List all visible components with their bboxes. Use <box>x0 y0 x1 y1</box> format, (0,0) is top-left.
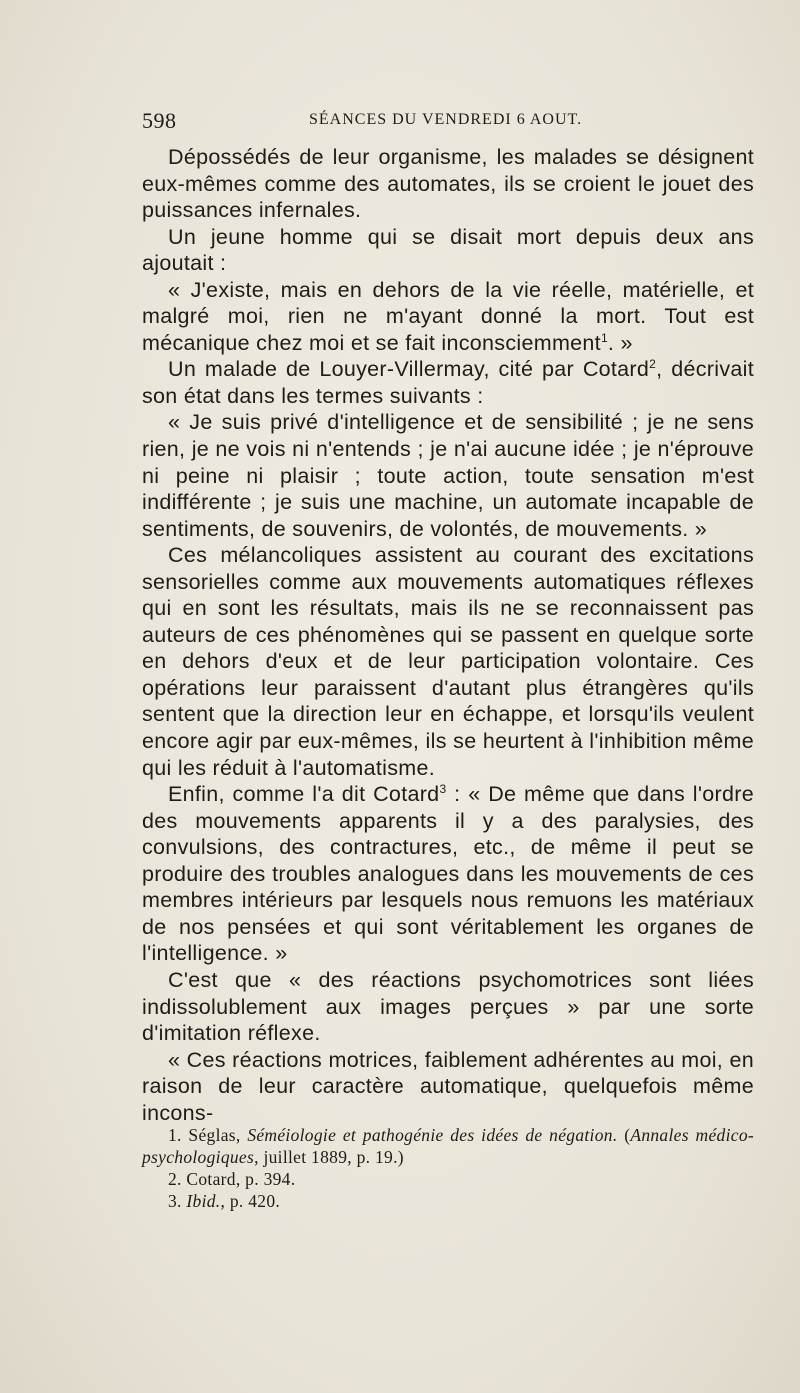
footnote-3 <box>142 1190 754 1212</box>
running-head <box>142 108 754 138</box>
footnote-3-ibid: Ibid. <box>186 1191 221 1211</box>
paragraph-4-tail: , décrivait son état dans les termes suivants : <box>142 357 754 408</box>
paragraph-1: Dépossédés de leur organisme, les malades se désignent eux-mêmes comme des automates, ils se croient le jouet des puissances infernales. <box>142 145 754 223</box>
footnote-1-open: ( <box>617 1125 631 1145</box>
running-title: SÉANCES DU VENDREDI 6 AOUT. <box>309 111 583 128</box>
footnote-1-number: 1. Séglas, <box>168 1125 248 1145</box>
paragraph-4 <box>142 356 754 409</box>
footnote-ref-3: 3 <box>439 781 447 796</box>
footnote-3-tail: , p. 420. <box>220 1191 281 1211</box>
paragraph-2: Un jeune homme qui se disait mort depuis deux ans ajoutait : <box>142 224 754 276</box>
footnote-3-number: 3. <box>168 1191 187 1211</box>
footnote-1 <box>142 1124 754 1168</box>
paragraph-3-tail: . » <box>607 330 633 355</box>
footnote-ref-1: 1 <box>600 330 608 345</box>
paragraph-4-text: Un malade de Louyer-Villermay, cité par Cotard <box>168 357 650 382</box>
footnote-1-tail: , juillet 1889, p. 19.) <box>254 1147 404 1167</box>
paragraph-7 <box>142 781 754 967</box>
footnotes <box>142 1124 754 1212</box>
paragraph-7-tail: : « De même que dans l'ordre des mouvements apparents il y a des paralysies, des convulsions, des contractures, etc., de même il peut se produire des troubles analogues dans les mouvements de ces membres intérieurs par lesquels nous remuons les matériaux de nos pensées et qui sont véritablement les organes de l'intelligence. » <box>142 782 754 966</box>
page-number: 598 <box>142 108 177 133</box>
paragraph-7-text: Enfin, comme l'a dit Cotard <box>168 782 440 807</box>
paragraph-8: C'est que « des réactions psychomotrices sont liées indissolublement aux images perçues » par une sorte d'imitation réflexe. <box>142 967 754 1046</box>
footnote-ref-2: 2 <box>649 357 657 372</box>
footnote-2: 2. Cotard, p. 394. <box>168 1169 296 1189</box>
paragraph-3-text: « J'existe, mais en dehors de la vie réelle, matérielle, et malgré moi, rien ne m'ayant donné la mort. Tout est mécanique chez moi et se fait inconsciemment <box>142 277 754 355</box>
body-text <box>142 144 754 1126</box>
paragraph-9: « Ces réactions motrices, faiblement adhérentes au moi, en raison de leur caractère automatique, quelquefois même incons- <box>142 1047 754 1125</box>
paragraph-6: Ces mélancoliques assistent au courant des excitations sensorielles comme aux mouvements automatiques réflexes qui en sont les résultats, mais ils ne se reconnaissent pas auteurs de ces phénomènes qui se passent en quelque sorte en dehors d'eux et de leur participation volontaire. Ces opérations leur paraissent d'autant plus étrangères qu'ils sentent que la direction leur en échappe, et lorsqu'ils veulent encore agir par eux-mêmes, ils se heurtent à l'inhibition même qui les réduit à l'automatisme. <box>142 543 754 780</box>
paragraph-3 <box>142 277 754 357</box>
paragraph-5: « Je suis privé d'intelligence et de sensibilité ; je ne sens rien, je ne vois ni n'entends ; je n'ai aucune idée ; je n'éprouve ni peine ni plaisir ; toute action, toute sensation m'est indifférente ; je suis une machine, un automate incapable de sentiments, de souvenirs, de volontés, de mouvements. » <box>142 410 754 541</box>
footnote-1-title: Séméiologie et pathogénie des idées de négation. <box>247 1125 618 1145</box>
footnote-1-journal: Annales médico-psychologiques <box>142 1125 754 1167</box>
